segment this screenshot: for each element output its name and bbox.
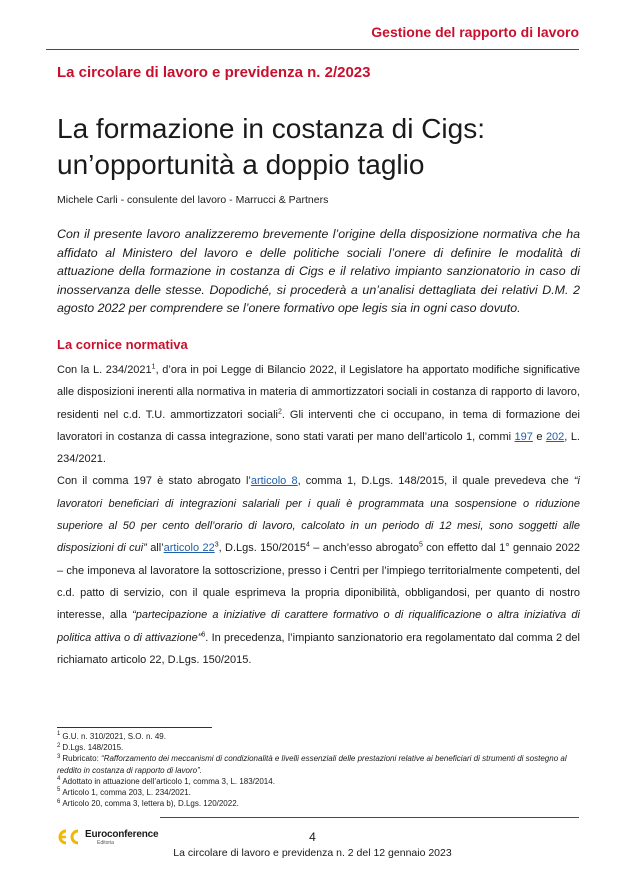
footnote: $^1$ G.U. n. 310/2021, S.O. n. 49. bbox=[57, 731, 166, 741]
footer-text: La circolare di lavoro e previdenza n. 2 del 12 gennaio 2023 bbox=[173, 847, 452, 859]
footnote: $^5$ Articolo 1, comma 203, L. 234/2021. bbox=[57, 787, 191, 798]
article-body bbox=[57, 359, 580, 671]
logo-name: Euroconference bbox=[85, 828, 159, 840]
link-articolo-8[interactable]: articolo 8 bbox=[250, 475, 298, 488]
footnote-ref[interactable]: 3 bbox=[214, 541, 219, 549]
paragraph-1: Con la L. 234/2021$^1$, d’ora in poi Legge di Bilancio 2022, il Legislatore ha apportato modifiche significative alle disposizioni inerenti alla normativa in materia di ammortizzatori sociali in costanza di rapporto di lavoro, residenti nel c.d. T.U. ammortizzatori sociali$^2$. Gli interventi che ci occupano, in tema di formazione dei lavoratori in costanza di cassa integrazione, sono stati varati per mano dell’articolo 1, commi 197 e 202, L. 234/2021. bbox=[57, 363, 580, 466]
article-abstract: Con il presente lavoro analizzeremo brevemente l’origine della disposizione normativa che ha affidato al Ministero del lavoro e delle politiche sociali l’onere di definire le modalità di attuazione della formazione in costanza di Cigs e il relativo impianto sanzionatorio in caso di inosservanza delle stesse. Dopodiché, si procederà a un’analisi dettagliata dei relativi D.M. 2 agosto 2022 per comprendere se l’onere formativo ope legis sia in ogni caso dovuto. bbox=[57, 227, 580, 315]
footnote-divider bbox=[57, 727, 212, 728]
footnotes bbox=[57, 731, 580, 809]
page-number: 4 bbox=[309, 830, 316, 844]
header-divider bbox=[46, 49, 579, 50]
footnote-ref[interactable]: 2 bbox=[277, 407, 282, 415]
article-author: Michele Carli - consulente del lavoro - Marrucci & Partners bbox=[57, 194, 329, 206]
quotation: “partecipazione a iniziative di carattere formativo o di riqualificazione o altra iniziativa di politica attiva o di attivazione” bbox=[57, 609, 580, 644]
footnote: $^2$ D.Lgs. 148/2015. bbox=[57, 742, 124, 753]
section-header: Gestione del rapporto di lavoro bbox=[371, 24, 579, 40]
link-articolo-22[interactable]: articolo 22 bbox=[163, 542, 215, 555]
footnote-ref[interactable]: 4 bbox=[306, 541, 310, 549]
link-comma-202[interactable]: 202 bbox=[545, 430, 565, 443]
section-heading: La cornice normativa bbox=[57, 337, 188, 352]
link-comma-197[interactable]: 197 bbox=[514, 430, 533, 443]
footnote: $^6$ Articolo 20, comma 3, lettera b), D.Lgs. 120/2022. bbox=[57, 798, 239, 809]
quotation: “i lavoratori beneficiari di integrazioni salariali per i quali è programmata una sospensione o riduzione superiore al 50 per cento dell’orario di lavoro, calcolato in un periodo di 12 mesi, sono soggetti alle disposizioni di cui” bbox=[57, 475, 580, 555]
footer-divider bbox=[160, 817, 579, 818]
footnote-ref[interactable]: 6 bbox=[201, 630, 206, 638]
logo-subtitle: Editoria bbox=[97, 839, 114, 846]
paragraph-2: Con il comma 197 è stato abrogato l’articolo 8, comma 1, D.Lgs. 148/2015, il quale prevedeva che “i lavoratori beneficiari di integrazioni salariali per i quali è programmata una sospensione o riduzione superiore al 50 per cento dell’orario di lavoro, calcolato in un periodo di 12 mesi, sono soggetti alle disposizioni di cui” all’articolo $22^3$, D.Lgs. 150/2015$^4$ – anch’esso abrogato$^5$ con effetto dal 1° gennaio 2022 – che imponeva al lavoratore la sottoscrizione, presso i Centri per l’impiego territorialmente competenti, del c.d. patto di servizio, con il quale esprimeva la propria diponibilità, obbligandosi, per quanto di nostro interesse, alla “partecipazione a iniziative di carattere formativo o di riqualificazione o altra iniziativa di politica attiva o di attivazione”$^6$. In precedenza, l’impianto sanzionatorio era regolamentato dal comma 2 del richiamato articolo 22, D.Lgs. 150/2015. bbox=[57, 475, 580, 666]
footnote-ref[interactable]: 1 bbox=[151, 363, 156, 371]
article-title: La formazione in costanza di Cigs: un’opportunità a doppio taglio bbox=[57, 113, 485, 180]
footnote: $^4$ Adottato in attuazione dell’articolo 1, comma 3, L. 183/2014. bbox=[57, 776, 275, 786]
series-title: La circolare di lavoro e previdenza n. 2/2023 bbox=[57, 64, 371, 81]
footnote: $^3$ Rubricato: “Rafforzamento dei meccanismi di condizionalità e livelli essenziali delle prestazioni relative ai beneficiari di strumenti di sostegno al reddito in costanza di rapporto di lavoro”. bbox=[57, 753, 567, 775]
footnote-ref[interactable]: 5 bbox=[419, 541, 423, 549]
